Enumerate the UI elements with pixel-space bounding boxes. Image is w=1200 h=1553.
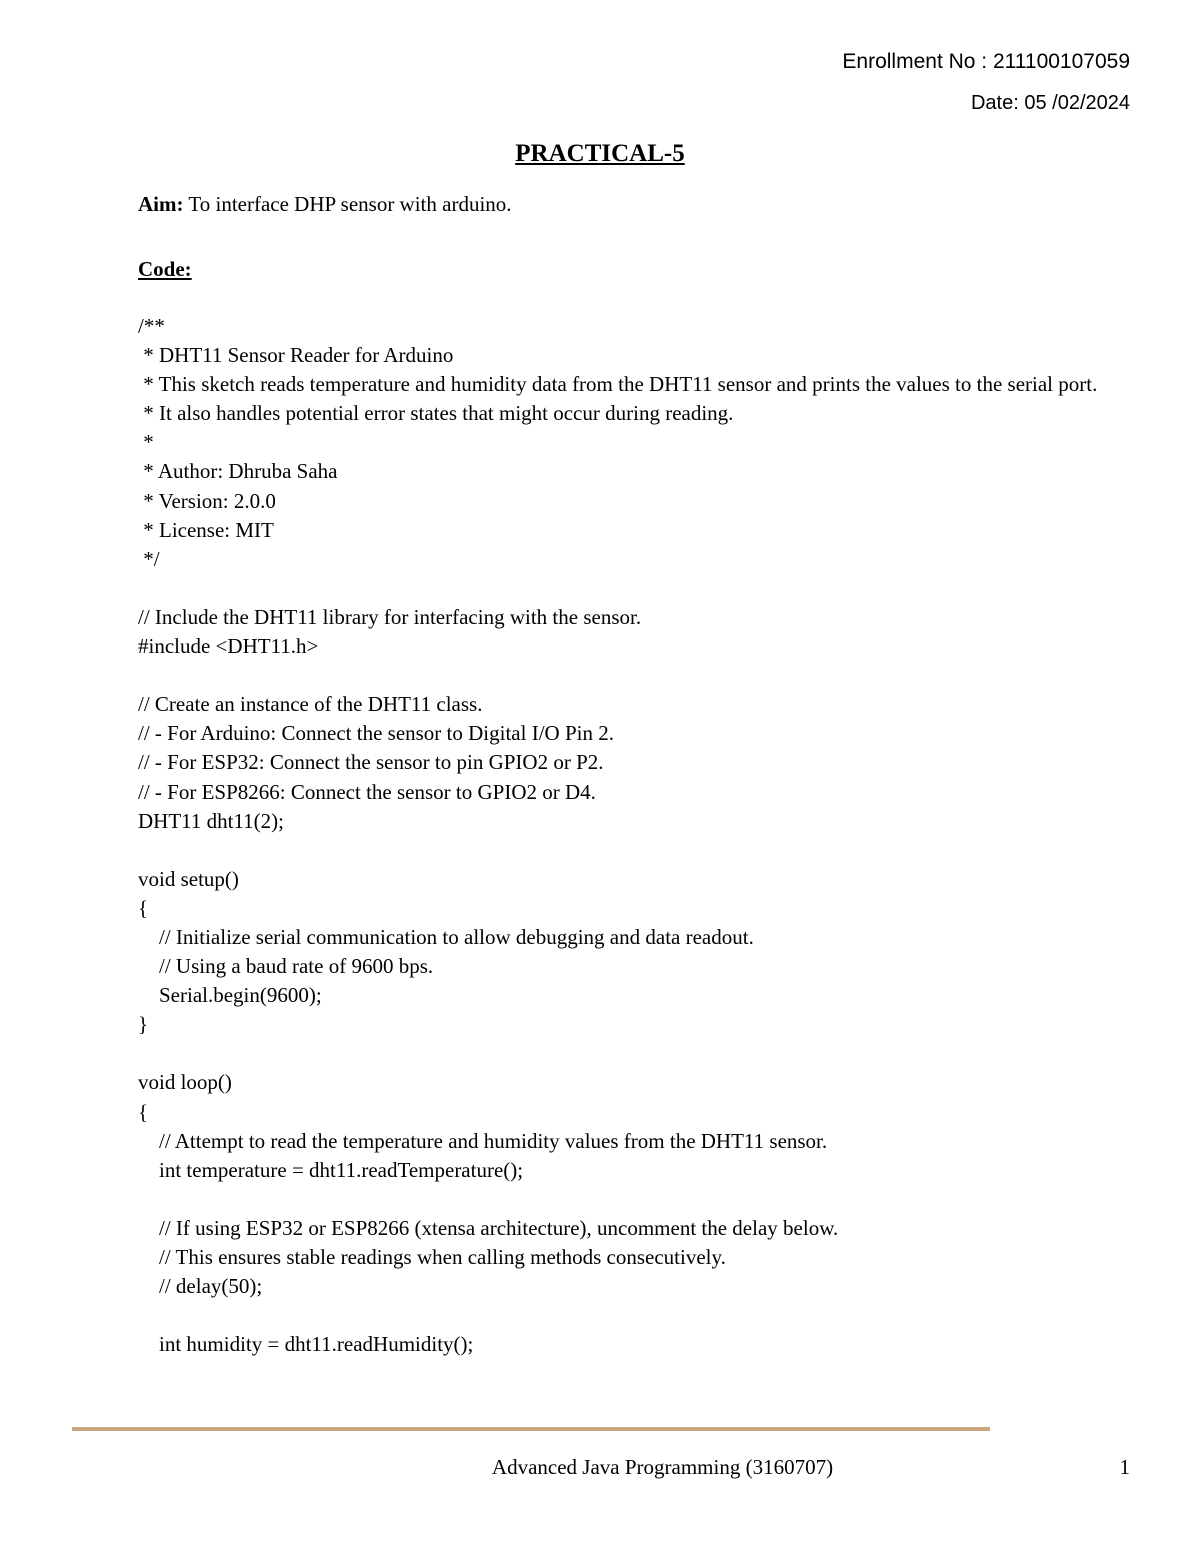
- page-number: 1: [1119, 1455, 1130, 1479]
- aim-label: Aim:: [138, 192, 184, 216]
- footer-course-title: Advanced Java Programming (3160707): [491, 1455, 834, 1479]
- aim-line: [138, 192, 512, 217]
- footer-divider: [72, 1427, 990, 1431]
- document-date: Date: 05 /02/2024: [970, 92, 1130, 114]
- page-title: PRACTICAL-5: [515, 140, 685, 167]
- code-heading: Code:: [138, 257, 192, 281]
- aim-text: To interface DHP sensor with arduino.: [183, 192, 512, 216]
- enrollment-number: Enrollment No : 211100107059: [842, 50, 1130, 73]
- code-listing: /** * DHT11 Sensor Reader for Arduino * This sketch reads temperature and humidity data from the DHT11 sensor and prints the values to the serial port. * It also handles potential error states that might occur during reading. * * Author: Dhruba Saha * Version: 2.0.0 * License: MIT */ // Include the DHT11 library for interfacing with the sensor. #include <DHT11.h> // Create an instance of the DHT11 class. // - For Arduino: Connect the sensor to Digital I/O Pin 2. // - For ESP32: Connect the sensor to pin GPIO2 or P2. // - For ESP8266: Connect the sensor to GPIO2 or D4. DHT11 dht11(2); void setup() { // Initialize serial communication to allow debugging and data readout. // Using a baud rate of 9600 bps. Serial.begin(9600); } void loop() { // Attempt to read the temperature and humidity values from the DHT11 sensor. int temperature = dht11.readTemperature(); // If using ESP32 or ESP8266 (xtensa architecture), uncomment the delay below. // This ensures stable readings when calling methods consecutively. // delay(50); int humidity = dht11.readHumidity();: [138, 314, 1098, 1357]
